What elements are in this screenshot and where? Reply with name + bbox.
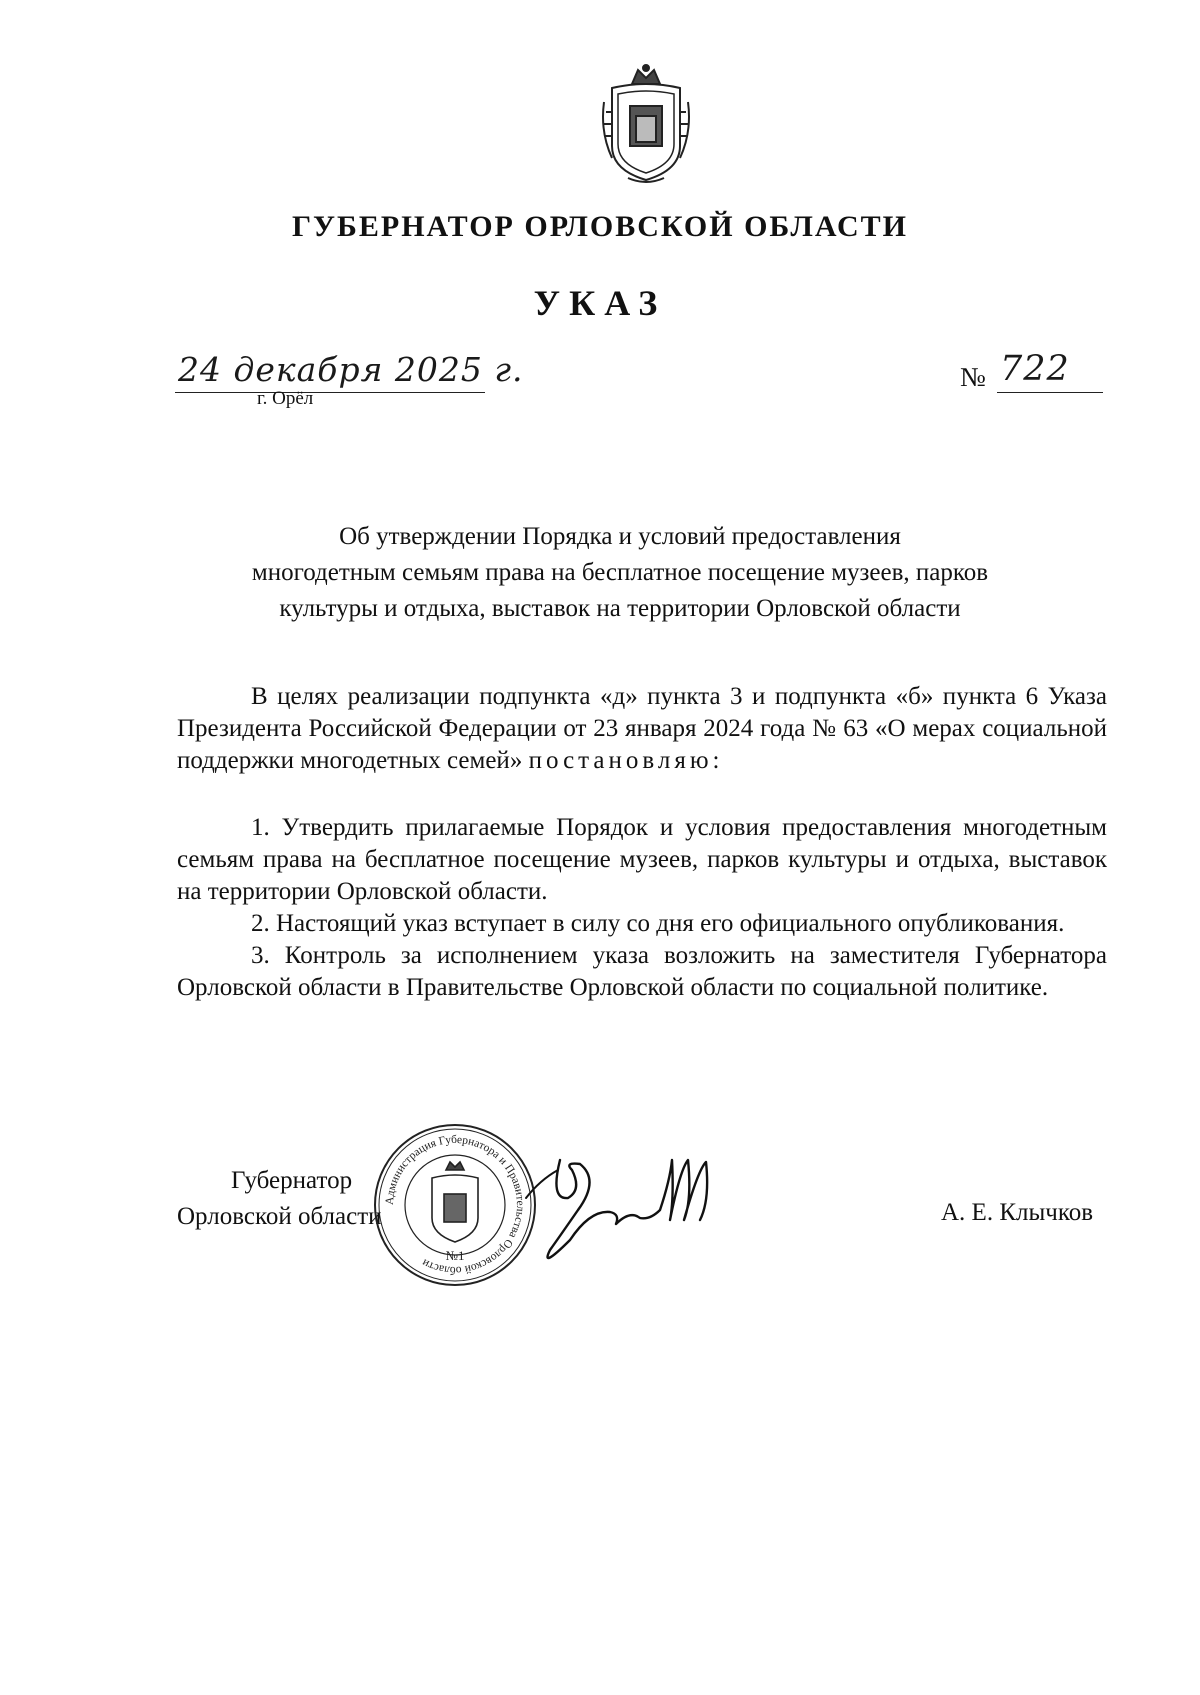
stamp-number: №1 xyxy=(445,1248,465,1263)
subject-line: многодетным семьям права на бесплатное посещение музеев, парков xyxy=(251,559,989,586)
decree-item: 1. Утвердить прилагаемые Порядок и условия предоставления многодетным семьям права на бесплатное посещение музеев, парков культуры и отдыха, выставок на территории Орловской области. xyxy=(177,814,1107,905)
number-label: № xyxy=(960,362,986,392)
handwritten-signature xyxy=(520,1140,740,1290)
date-underline xyxy=(175,392,485,393)
position-line: Орловской области xyxy=(177,1203,382,1230)
document-type: УКАЗ xyxy=(533,283,667,323)
decree-date: 24 декабря 2025 г. xyxy=(178,350,524,389)
city: г. Орёл xyxy=(257,388,314,409)
subject-line: культуры и отдыха, выставок на территории Орловской области xyxy=(279,595,961,622)
preamble-text: В целях реализации подпункта «д» пункта 3 и подпункта «б» пункта 6 Указа Президента Российской Федерации от 23 января 2024 года № 63 «О мерах социальной поддержки многодетных семей» xyxy=(177,683,1107,774)
decree-number: 722 xyxy=(1000,349,1070,389)
decree-items xyxy=(177,812,1107,1004)
official-stamp xyxy=(370,1120,540,1290)
position-line: Губернатор xyxy=(231,1167,353,1194)
signatory-position xyxy=(177,1163,382,1235)
subject-line: Об утверждении Порядка и условий предоставления xyxy=(339,523,901,550)
number-underline xyxy=(997,392,1103,393)
preamble xyxy=(177,681,1107,777)
decree-item: 3. Контроль за исполнением указа возложить на заместителя Губернатора Орловской области в Правительстве Орловской области по социальной политике. xyxy=(177,942,1107,1001)
decree-item: 2. Настоящий указ вступает в силу со дня его официального опубликования. xyxy=(251,910,1065,937)
coat-of-arms-icon xyxy=(598,62,694,186)
decree-keyword: постановляю: xyxy=(528,747,724,774)
decree-subject xyxy=(160,519,1080,627)
organization-title: ГУБЕРНАТОР ОРЛОВСКОЙ ОБЛАСТИ xyxy=(291,210,909,243)
stamp-ring-text: Администрация Губернатора и Правительства Орловской области xyxy=(383,1133,527,1277)
signatory-name: А. Е. Клычков xyxy=(941,1199,1094,1226)
